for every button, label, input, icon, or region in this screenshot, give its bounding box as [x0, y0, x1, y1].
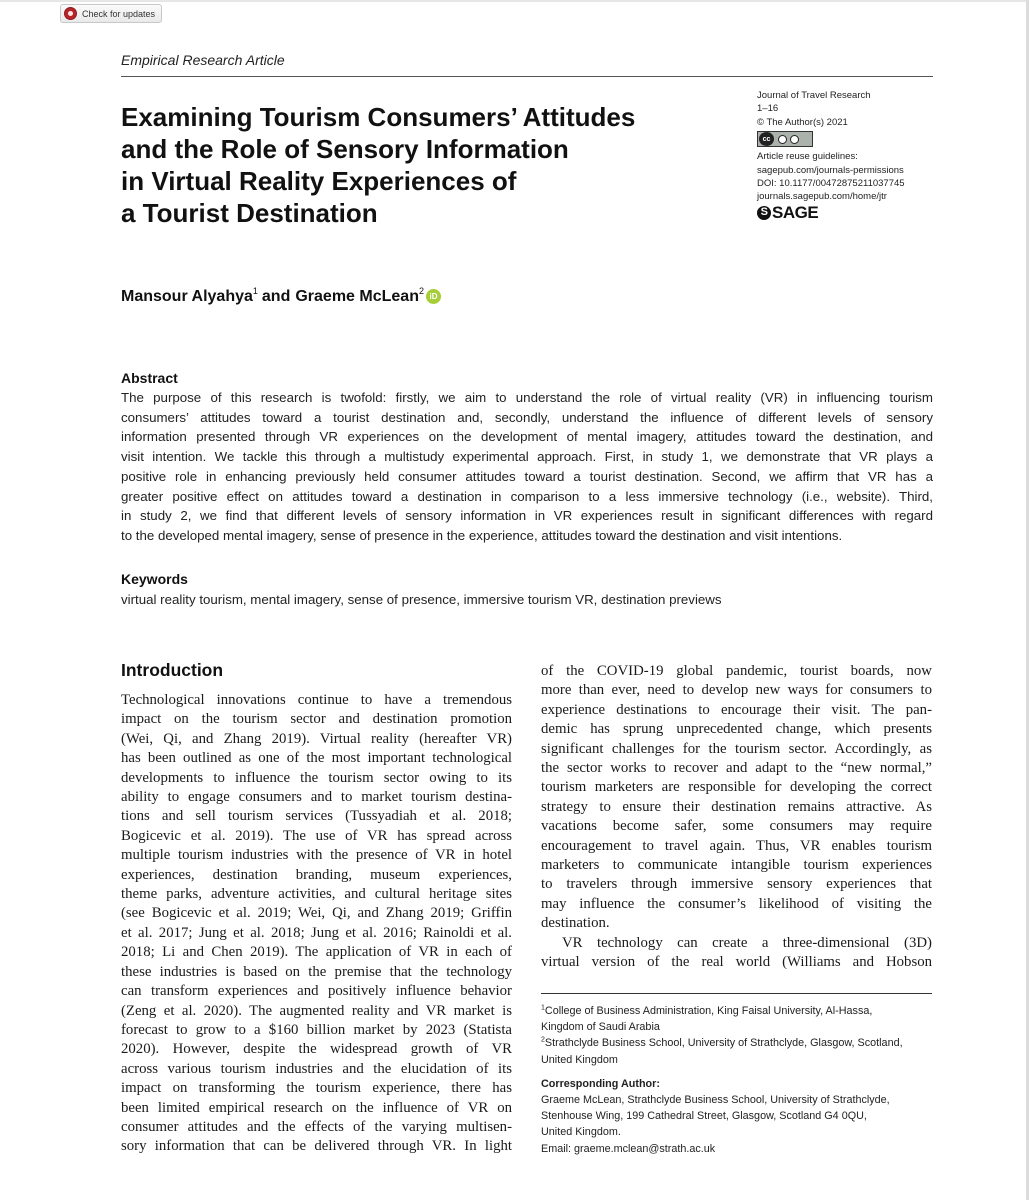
cc-icon: cc	[759, 132, 774, 146]
body-line: these industries is based on the premise that the technology	[121, 963, 512, 980]
abstract-line: positive role in enhancing previously held consumer attitudes toward a tourist destination. Second, we affirm that VR has a	[121, 468, 933, 484]
corresponding-email[interactable]: Email: graeme.mclean@strath.ac.uk	[541, 1142, 716, 1155]
abstract-line: greater positive effect on attitudes toward a destination in comparison to a less immersive technology (i.e., website). Third,	[121, 488, 933, 504]
body-line: virtual version of the real world (Williams and Hobson	[541, 954, 932, 971]
title-line: and the Role of Sensory Information	[121, 134, 569, 164]
body-line: 2018; Li and Chen 2019). The application of VR in each of	[121, 944, 512, 961]
author-name[interactable]: Graeme McLean	[295, 288, 419, 305]
journal-info	[757, 89, 927, 223]
body-line: developments to influence the tourism sector owing to its	[121, 769, 512, 786]
body-line: multiple tourism industries with the presence of VR in hotel	[121, 847, 512, 864]
corresponding-author-heading: Corresponding Author:	[541, 1077, 660, 1090]
body-line: to travelers through immersive sensory experiences that	[541, 876, 932, 893]
affiliation-1: $^1$College of Business Administration, King Faisal University, Al-Hassa,	[541, 1004, 873, 1017]
sage-mark-icon: S	[757, 206, 771, 220]
body-column-right	[541, 662, 932, 973]
crossmark-icon	[64, 7, 77, 20]
body-line: (Wei, Qi, and Zhang 2019). Virtual reality (hereafter VR)	[121, 730, 512, 747]
abstract-line: information presented through VR experiences on the development of mental imagery, attitudes toward the destination, and	[121, 429, 933, 445]
corresponding-author-line: Graeme McLean, Strathclyde Business School, University of Strathclyde,	[541, 1094, 890, 1107]
body-line: (see Bogicevic et al. 2019; Wei, Qi, and Zhang 2019; Griffin	[121, 905, 512, 922]
body-line: marketers to communicate intangible tourism experiences	[541, 857, 932, 874]
author-connector: and	[261, 288, 291, 305]
sage-logo	[757, 203, 927, 223]
body-line: forecast to grow to a $160 billion market by 2023 (Statista	[121, 1021, 512, 1038]
body-line: impact on the tourism sector and destination promotion	[121, 711, 512, 728]
body-line: vacations become safer, some consumers may require	[541, 818, 932, 835]
journal-pages: 1–16	[757, 103, 779, 115]
cc-by-nc-icon[interactable]	[757, 131, 813, 147]
check-for-updates-label: Check for updates	[82, 8, 156, 19]
body-line: theme parks, adventure activities, and cultural heritage sites	[121, 886, 512, 903]
affiliation-2-cont: United Kingdom	[541, 1053, 618, 1066]
body-line: impact on transforming the tourism experience, there has	[121, 1080, 512, 1097]
orcid-icon[interactable]: iD	[426, 289, 441, 304]
body-line: encouragement to travel again. Thus, VR enables tourism	[541, 837, 932, 854]
corresponding-author-line: United Kingdom.	[541, 1126, 621, 1139]
body-line: strategy to ensure their destination remains attractive. As	[541, 798, 932, 815]
article-title	[121, 101, 741, 229]
journal-url-link[interactable]: journals.sagepub.com/home/jtr	[757, 191, 887, 203]
body-line: been limited empirical research on the influence of VR on	[121, 1099, 512, 1116]
abstract-heading: Abstract	[121, 370, 178, 386]
body-line: experiences, destination branding, museum experiences,	[121, 866, 512, 883]
abstract-line: The purpose of this research is twofold: firstly, we aim to understand the role of virtual reality (VR) in influencing tourism	[121, 390, 933, 405]
body-line: (Zeng et al. 2020). The augmented reality and VR market is	[121, 1002, 512, 1019]
body-line: demic has sprung unprecedented change, which presents	[541, 721, 932, 738]
body-line: Technological innovations continue to have a tremendous	[121, 692, 512, 708]
body-line: et al. 2017; Jung et al. 2018; Jung et al. 2016; Rainoldi et al.	[121, 924, 512, 941]
footnotes	[541, 1003, 936, 1157]
body-line: consumer attitudes and the effects of the varying multisen-	[121, 1118, 512, 1135]
check-for-updates-button[interactable]	[60, 4, 162, 23]
author-list: Mansour Alyahya $^1$ and Graeme McLean $^2$ iD	[121, 288, 441, 306]
abstract-line: consumers’ attitudes toward a tourist destination and, secondly, understand the influence of different levels of sensory	[121, 409, 933, 425]
title-line: in Virtual Reality Experiences of	[121, 166, 517, 196]
body-line: more than ever, need to develop new ways for consumers to	[541, 682, 932, 699]
body-line: of the COVID-19 global pandemic, tourist boards, now	[541, 663, 932, 679]
body-column-left	[121, 691, 512, 1157]
body-line: tions and sell tourism services (Tussyadiah et al. 2018;	[121, 808, 512, 825]
article-type-label: Empirical Research Article	[121, 52, 285, 68]
keywords-list: virtual reality tourism, mental imagery, sense of presence, immersive tourism VR, destination previews	[121, 592, 722, 607]
journal-copyright: © The Author(s) 2021	[757, 116, 848, 128]
body-line: VR technology can create a three-dimensional (3D)	[562, 934, 932, 951]
corresponding-author-line: Stenhouse Wing, 199 Cathedral Street, Glasgow, Scotland G4 0QU,	[541, 1110, 867, 1123]
introduction-heading: Introduction	[121, 660, 224, 680]
title-line: a Tourist Destination	[121, 198, 378, 228]
by-icon	[778, 135, 787, 144]
body-line: sory information that can be delivered through VR. In light	[121, 1138, 512, 1155]
abstract-body	[121, 388, 933, 546]
author-name[interactable]: Mansour Alyahya	[121, 288, 253, 305]
footnote-divider	[541, 993, 932, 994]
abstract-line: visit intention. We tackle this through a multistudy experimental approach. First, in study 1, we demonstrate that VR plays a	[121, 449, 933, 465]
body-line: may influence the consumer’s likelihood of visiting the	[541, 895, 932, 912]
body-line: has been outlined as one of the most important technological	[121, 750, 512, 767]
body-line: the sector works to recover and adapt to the “new normal,”	[541, 760, 932, 777]
body-line: significant challenges for the tourism sector. Accordingly, as	[541, 740, 932, 757]
page-top-edge	[0, 0, 1029, 2]
nc-icon	[790, 135, 799, 144]
affiliation-2: $^2$Strathclyde Business School, University of Strathclyde, Glasgow, Scotland,	[541, 1036, 903, 1050]
doi-link[interactable]: DOI: 10.1177/00472875211037745	[757, 178, 905, 190]
body-line: experience destinations to encourage their visit. The pan-	[541, 701, 932, 718]
reuse-label: Article reuse guidelines:	[757, 151, 858, 163]
abstract-line: in study 2, we find that different levels of sensory information in VR experiences result in significant differences with regard	[121, 508, 933, 524]
body-line: tourism marketers are responsible for developing the correct	[541, 779, 932, 796]
body-line: ability to engage consumers and to market tourism destina-	[121, 789, 512, 806]
keywords-heading: Keywords	[121, 571, 188, 587]
body-line: destination.	[541, 915, 610, 932]
body-line: across various tourism industries and the elucidation of its	[121, 1060, 512, 1077]
permissions-link[interactable]: sagepub.com/journals-permissions	[757, 164, 904, 176]
body-line: can transform experiences and positively influence behavior	[121, 983, 512, 1000]
title-line: Examining Tourism Consumers’ Attitudes	[121, 102, 636, 132]
body-line: Bogicevic et al. 2019). The use of VR has spread across	[121, 827, 512, 844]
affiliation-1-cont: Kingdom of Saudi Arabia	[541, 1021, 660, 1034]
body-line: 2020). However, despite the widespread growth of VR	[121, 1041, 512, 1058]
sage-wordmark: SAGE	[772, 203, 819, 223]
header-divider	[121, 76, 933, 77]
abstract-line: to the developed mental imagery, sense of presence in the experience, attitudes toward the destination and visit intentions.	[121, 527, 843, 543]
journal-name: Journal of Travel Research	[757, 90, 871, 101]
